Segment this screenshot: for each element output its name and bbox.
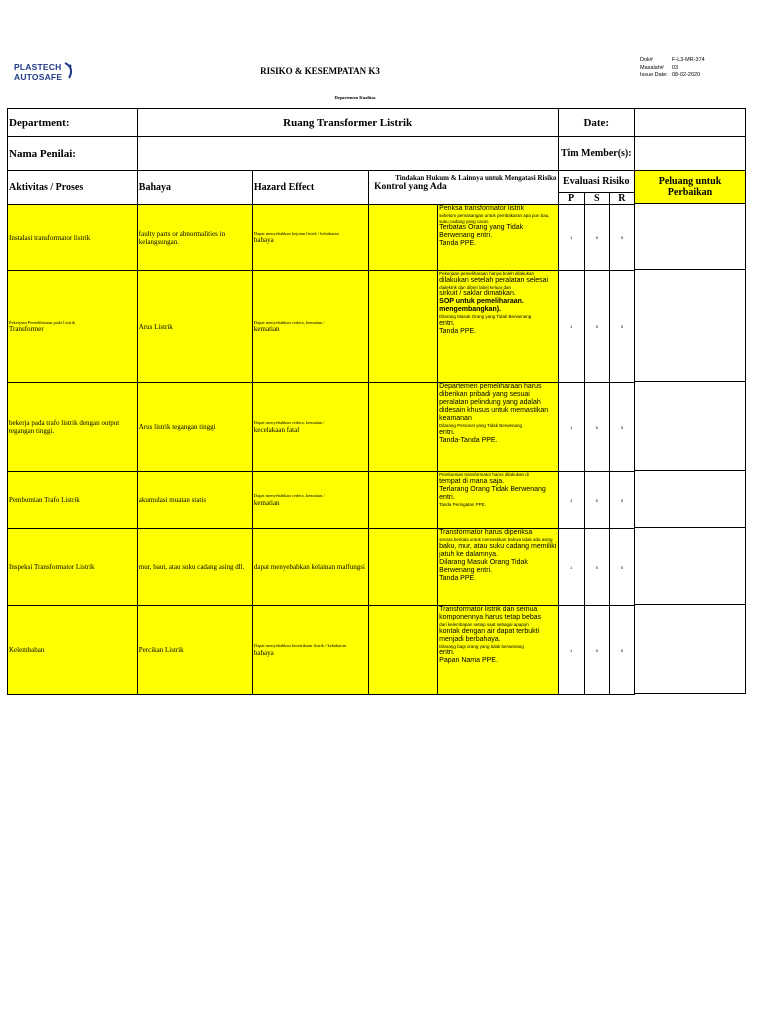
effect-cell [252,529,368,606]
cell-text: Tanda Peringatan PPE. [439,501,486,507]
table-row [635,605,746,694]
activity-cell [8,472,138,529]
opportunity-rows [635,204,746,694]
eval-r-cell: 5 [609,472,634,529]
cell-text: Periksa transformator listrik [439,205,524,212]
cell-text: Dapat menyebabkan kesetrikaan listrik / kebakaran [253,643,346,649]
col-eval: Evaluasi Risiko [558,171,634,193]
cell-text: bahaya [253,648,274,657]
effect-cell [252,205,368,271]
risk-table [7,108,635,695]
legal-cell [369,529,438,606]
control-cell [438,205,558,271]
cell-text: Inspeksi Transformator Listrik [9,563,95,571]
doc-info-value: 03 [672,64,679,71]
effect-cell [252,606,368,695]
cell-text: sebelum pemasangan untuk pembakaran apa pun bau, suku cadang yang cacat. [439,213,550,224]
cell-text: mengembangkan). [439,306,502,313]
cell-text: Kelembaban [9,646,45,654]
logo-line1: PLASTECH [14,62,62,72]
doc-info-key: Masalah# [640,64,664,71]
col-s: S [584,193,609,205]
team-label: Tim Member(s): [558,137,634,171]
eval-r-cell: 5 [609,383,634,472]
table-row [635,270,746,382]
cell-text: kecelakaan fatal [253,425,300,434]
department-label: Department: [8,109,138,137]
eval-r-cell: 5 [609,271,634,383]
cell-text: Tanda PPE. [439,574,477,582]
effect-cell [252,472,368,529]
doc-info-value: 08-02-2020 [672,72,701,78]
cell-text: Papan Nama PPE. [439,657,498,664]
assessor-value[interactable] [137,137,558,171]
table-row [8,529,635,606]
eval-s-cell: 5 [584,472,609,529]
activity-cell [8,383,138,472]
activity-cell [8,529,138,606]
cell-text: tempat di mana saja. [439,477,505,485]
table-row [8,205,635,271]
doc-info-row [640,72,705,80]
date-label: Date: [558,109,634,137]
opportunity-top-cell [635,109,746,137]
cell-text: sirkuit / saklar dimatikan. [439,290,516,297]
table-row [8,383,635,472]
cell-text: kontak dengan air dapat terbukti menjadi berbahaya. [439,627,540,643]
cell-text: Terbatas Orang yang Tidak Berwenang entri. [439,224,524,239]
table-row [8,472,635,529]
cell-text: entri. [439,649,455,656]
cell-text: kematian [253,325,280,334]
table-row [8,606,635,695]
opportunity-cell[interactable] [635,382,746,471]
table-row [635,382,746,471]
col-p: P [558,193,584,205]
cell-text: SOP untuk pemeliharaan. [439,298,524,305]
cell-text: Transformator listrik dan semua komponennya harus tetap bebas [439,606,542,621]
col-r: R [609,193,634,205]
opportunity-cell[interactable] [635,270,746,382]
cell-text: entri. [439,428,455,436]
cell-text: Dapat menyebabkan cedera, kematian / [253,493,325,499]
cell-text: Dilarang Personel yang Tidak Berwenang [439,423,522,428]
hazard-cell [137,529,252,606]
opportunity-cell[interactable] [635,471,746,528]
eval-p-cell: 1 [558,472,584,529]
cell-text: Arus listrik tegangan tinggi [138,423,216,431]
eval-p-cell: 1 [558,606,584,695]
logo-line2: AUTOSAFE [14,72,63,82]
eval-s-cell: 5 [584,383,609,472]
col-legal-control [369,171,558,205]
control-cell [438,383,558,472]
cell-text: Percikan Listrik [138,646,184,654]
cell-text: secara berkala untuk memastikan bahwa tidak ada asing [439,537,553,542]
cell-text: Tanda-Tanda PPE. [439,436,498,444]
cell-text: Transformator harus diperiksa [439,529,533,536]
table-row [635,471,746,528]
assessor-label: Nama Penilai: [8,137,138,171]
eval-p-cell: 1 [558,205,584,271]
cell-text: Transformer [9,325,44,334]
page-subtitle: Departemen Kualitas [334,95,376,100]
col-legal: Tindakan Hukum & Lainnya untuk Mengatasi Risiko [395,174,557,182]
eval-p-cell: 1 [558,383,584,472]
table-row [8,271,635,383]
legal-cell [369,271,438,383]
risk-rows [8,205,635,695]
eval-p-cell: 1 [558,529,584,606]
eval-s-cell: 5 [584,271,609,383]
department-value[interactable]: Ruang Transformer Listrik [137,109,558,137]
opportunity-cell[interactable] [635,605,746,694]
eval-s-cell: 5 [584,205,609,271]
cell-text: dapat menyebabkan kelainan malfungsi [253,563,365,571]
table-row [635,204,746,270]
control-cell [438,472,558,529]
cell-text: Dilarang Masuk Orang yang Tidak Berwenang [439,314,532,319]
legal-cell [369,205,438,271]
cell-text: Pembumian transformator harus dilakukan di [439,472,529,477]
cell-text: kematian [253,498,280,507]
hazard-cell [137,606,252,695]
col-activity: Aktivitas / Proses [8,171,138,205]
cell-text: Pekerjaan pemeliharaan hanya boleh dilakukan [439,271,534,276]
logo-swoosh-icon [62,62,76,80]
cell-text: bekerja pada trafo listrik dengan output tegangan tinggi. [9,419,120,435]
effect-cell [252,383,368,472]
cell-text: Arus Listrik [138,322,173,331]
col-effect: Hazard Effect [252,171,368,205]
cell-text: bahaya [253,236,274,245]
eval-r-cell: 5 [609,606,634,695]
hazard-cell [137,383,252,472]
page-title: RISIKO & KESEMPATAN K3 [260,66,380,76]
hazard-cell [137,472,252,529]
col-hazard: Bahaya [137,171,252,205]
cell-text: dilakukan setelah peralatan selesai [439,276,549,284]
hazard-cell [137,271,252,383]
doc-info-row [640,57,705,65]
activity-cell [8,271,138,383]
eval-s-cell: 5 [584,529,609,606]
col-opportunity: Peluang untuk Perbaikan [635,171,746,204]
opportunity-table [634,108,746,694]
cell-text: baku, mur, atau suku cadang memiliki jatuh ke dalamnya. [439,542,557,558]
eval-r-cell: 5 [609,205,634,271]
control-cell [438,529,558,606]
cell-text: Departemen pemeliharaan harus diberikan pribadi yang sesuai peralatan pelindung yang adalah didesain khusus untuk memastikan keamanan [439,383,549,422]
doc-info-key: Dok# [640,57,653,63]
cell-text: Dilarang Masuk Orang Tidak Berwenang entri. [439,558,528,574]
cell-text: mur, baut, atau suku cadang asing dll. [138,563,245,571]
company-logo [14,62,74,86]
activity-cell [8,606,138,695]
control-cell [438,271,558,383]
hazard-cell [137,205,252,271]
cell-text: Dapat menyebabkan kejutan listrik / kebakaran [253,230,339,236]
eval-s-cell: 5 [584,606,609,695]
doc-info-value: F-L3-MR-374 [672,57,705,63]
effect-cell [252,271,368,383]
opportunity-cell[interactable] [635,204,746,270]
eval-p-cell: 1 [558,271,584,383]
cell-text: dialektrik dan diberi label keluar dan [439,284,511,290]
document-info [640,57,705,80]
cell-text: entri. [439,319,455,327]
cell-text: Dilarang bagi orang yang tidak berwenang [439,643,524,649]
opportunity-blank-cell [635,137,746,171]
cell-text: Pembumian Trafo Listrik [9,496,80,504]
eval-r-cell: 5 [609,529,634,606]
cell-text: Tanda PPE. [439,240,477,247]
cell-text: Pekerjaan Pemeliharaan pada Listrik [9,319,76,325]
cell-text: dari kelembapan setiap saat sebagai apapun [439,622,529,627]
cell-text: akumulasi muatan statis [138,496,207,504]
legal-cell [369,472,438,529]
cell-text: Terlarang Orang Tidak Berwenang entri. [439,485,546,501]
cell-text: Tanda PPE. [439,327,477,335]
doc-info-key: Issue Date: [640,72,668,78]
legal-cell [369,606,438,695]
col-control: Kontrol yang Ada [374,182,447,192]
doc-info-row [640,65,705,73]
control-cell [438,606,558,695]
table-row [635,528,746,605]
cell-text: Instalasi transformator listrik [9,233,91,242]
cell-text: faulty parts or abnormalities in kelangsungan. [138,229,226,246]
cell-text: Dapat menyebabkan cedera, kematian / [253,420,325,426]
activity-cell [8,205,138,271]
cell-text: Dapat menyebabkan cedera, kematian / [253,319,325,325]
legal-cell [369,383,438,472]
opportunity-cell[interactable] [635,528,746,605]
